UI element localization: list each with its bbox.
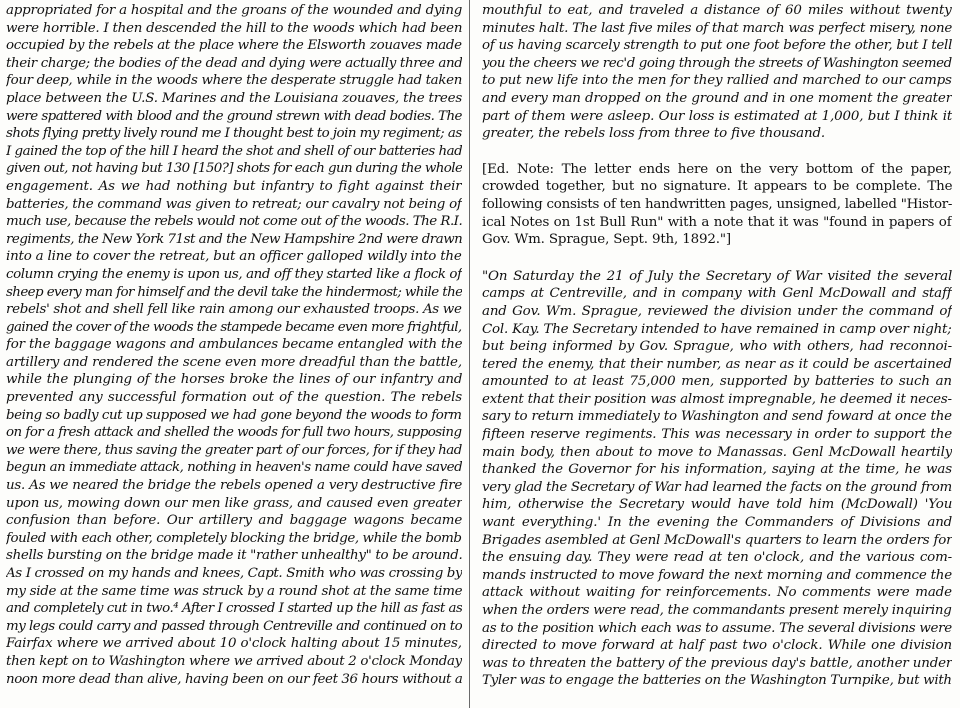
text-line: four deep, while in the woods where the desperate struggle had taken: [6, 73, 462, 89]
text-line: into a line to cover the retreat, but an officer galloped wildly into the: [6, 249, 462, 265]
text-line: main body, then about to move to Manassas. Genl McDowall heartily: [482, 444, 952, 460]
text-line: we were there, thus saving the greater part of our forces, for if they had: [6, 442, 462, 458]
text-line: rebels' shot and shell fell like rain among our exhausted troops. As we: [6, 302, 462, 318]
text-line: to put new life into the men for they rallied and marched to our camps: [482, 73, 952, 89]
text-line: was to threaten the battery of the previous day's battle, another under: [482, 655, 952, 671]
text-line: shots flying pretty lively round me I thought best to join my regiment; as: [6, 126, 462, 142]
text-line: noon more dead than alive, having been on our feet 36 hours without a: [6, 671, 462, 687]
text-line: and every man dropped on the ground and in one moment the greater: [482, 90, 952, 106]
text-line: my side at the same time was struck by a round shot at the same time: [6, 583, 462, 599]
paragraph-gap: [482, 249, 952, 268]
text-line: engagement. As we had nothing but infantry to fight against their: [6, 178, 462, 194]
text-line: sheep every man for himself and the devil take the hindermost; while the: [6, 284, 462, 300]
text-line: while the plunging of the horses broke the lines of our infantry and: [6, 372, 462, 388]
text-line: extent that their position was almost impregnable, he deemed it neces-: [482, 391, 952, 407]
text-line: thanked the Governor for his information, saying at the time, he was: [482, 462, 952, 478]
text-line: given out, not having but 130 [150?] shots for each gun during the whole: [6, 161, 462, 177]
text-line: As I crossed on my hands and knees, Capt. Smith who was crossing by: [6, 566, 462, 581]
text-line: on for a fresh attack and shelled the woods for full two hours, supposing: [6, 425, 462, 441]
text-line: ical Notes on 1st Bull Run" with a note that it was "found in papers of: [482, 214, 952, 230]
text-line: minutes halt. The last five miles of that march was perfect misery, none: [482, 20, 952, 36]
editor-note: [482, 161, 952, 249]
text-line: occupied by the rebels at the place where the Elsworth zouaves made: [6, 38, 462, 54]
text-line: prevented any successful formation out of the question. The rebels: [6, 390, 462, 406]
text-line: us. As we neared the bridge the rebels opened a very destructive fire: [6, 478, 462, 494]
text-line: Brigades asembled at Genl McDowall's quarters to learn the orders for: [482, 532, 952, 548]
text-line: attack without waiting for reinforcements. No comments were made: [482, 585, 952, 601]
text-line: sary to return immediately to Washington and send foward at once the: [482, 409, 952, 425]
text-line: amounted to at least 75,000 men, supported by batteries to such an: [482, 374, 952, 390]
text-line: Gov. Wm. Sprague, Sept. 9th, 1892."]: [482, 232, 731, 248]
text-line: shells bursting on the bridge made it "rather unhealthy" to be around.: [6, 548, 462, 564]
text-line: and completely cut in two.⁴ After I crossed I started up the hill as fast as: [6, 601, 462, 617]
text-line: were spattered with blood and the ground strewn with dead bodies. The: [6, 108, 462, 124]
text-line: gained the cover of the woods the stampede became even more frightful,: [6, 319, 462, 335]
text-line: greater, the rebels loss from three to five thousand.: [482, 126, 826, 142]
paragraph-gap: [482, 143, 952, 161]
text-line: Tyler was to engage the batteries on the Washington Turnpike, but with: [482, 673, 952, 689]
right-column: [482, 2, 952, 690]
text-line: mouthful to eat, and traveled a distance of 60 miles without twenty: [482, 3, 952, 18]
text-line: him, otherwise the Secretary would have told him (McDowall) 'You: [482, 497, 952, 513]
text-line: very glad the Secretary of War had learned the facts on the ground from: [482, 479, 952, 495]
text-line: when the orders were read, the commandants present merely inquiring: [482, 603, 952, 618]
text-line: directed to move forward at half past two o'clock. While one division: [482, 638, 952, 654]
text-line: the ensuing day. They were read at ten o'clock, and the various com-: [482, 550, 952, 566]
text-line: my legs could carry and passed through Centreville and continued on to: [6, 618, 462, 634]
text-line: regiments, the New York 71st and the New Hampshire 2nd were drawn: [6, 231, 462, 247]
text-line: confusion than before. Our artillery and baggage wagons became: [6, 513, 462, 529]
text-line: tered the enemy, that their number, as near as it could be ascertained: [482, 356, 952, 372]
text-line: fifteen reserve regiments. This was necessary in order to support the: [482, 427, 952, 443]
text-line: then kept on to Washington where we arrived about 2 o'clock Monday: [6, 653, 462, 669]
text-line: you the cheers we rec'd going through the streets of Washington seemed: [482, 55, 952, 71]
text-line: upon us, mowing down our men like grass, and caused even greater: [6, 495, 462, 511]
text-line: and Gov. Wm. Sprague, reviewed the division under the command of: [482, 303, 952, 319]
text-line: want everything.' In the evening the Commanders of Divisions and: [482, 515, 952, 531]
text-line: column crying the enemy is upon us, and off they started like a flock of: [6, 266, 462, 282]
text-line: mands instructed to move foward the next morning and commence the: [482, 567, 952, 583]
text-line: their charge; the bodies of the dead and dying were actually three and: [6, 55, 462, 71]
text-line: were horrible. I then descended the hill to the woods which had been: [6, 20, 462, 36]
text-line: fouled with each other, completely blocking the bridge, while the bomb: [6, 530, 462, 546]
text-line: part of them were asleep. Our loss is estimated at 1,000, but I think it: [482, 108, 952, 124]
text-line: as to the position which each was to assume. The several divisions were: [482, 620, 952, 636]
text-line: following consists of ten handwritten pages, unsigned, labelled "Histor-: [482, 196, 952, 212]
text-line: Fairfax where we arrived about 10 o'clock halting about 15 minutes,: [6, 636, 462, 652]
column-divider: [469, 0, 470, 708]
text-line: much use, because the rebels would not come out of the woods. The R.I.: [6, 214, 462, 230]
left-column: [6, 2, 462, 688]
text-line: batteries, the command was given to retreat; our cavalry not being of: [6, 196, 462, 212]
text-line: being so badly cut up supposed we had gone beyond the woods to form: [6, 407, 462, 423]
text-line: crowded together, but no signature. It appears to be complete. The: [482, 179, 952, 195]
text-line: [Ed. Note: The letter ends here on the very bottom of the paper,: [482, 161, 952, 177]
text-line: for the baggage wagons and ambulances became entangled with the: [6, 337, 462, 353]
text-line: "On Saturday the 21 of July the Secretary of War visited the several: [482, 268, 952, 284]
letter-ending-paragraph: [482, 2, 952, 143]
historical-notes-paragraph: [482, 268, 952, 690]
text-line: begun an immediate attack, nothing in heaven's name could have saved: [6, 460, 462, 476]
text-line: but being informed by Gov. Sprague, who with others, had reconnoi-: [482, 339, 952, 355]
text-line: place between the U.S. Marines and the Louisiana zouaves, the trees: [6, 90, 462, 106]
text-line: I gained the top of the hill I heard the shot and shell of our batteries had: [6, 143, 462, 159]
text-line: Col. Kay. The Secretary intended to have remained in camp over night;: [482, 321, 952, 337]
text-line: appropriated for a hospital and the groans of the wounded and dying: [6, 3, 462, 18]
text-line: of us having scarcely strength to put one foot before the other, but I tell: [482, 38, 952, 54]
text-line: camps at Centreville, and in company with Genl McDowall and staff: [482, 286, 952, 302]
text-line: artillery and rendered the scene even more dreadful than the battle,: [6, 354, 462, 370]
